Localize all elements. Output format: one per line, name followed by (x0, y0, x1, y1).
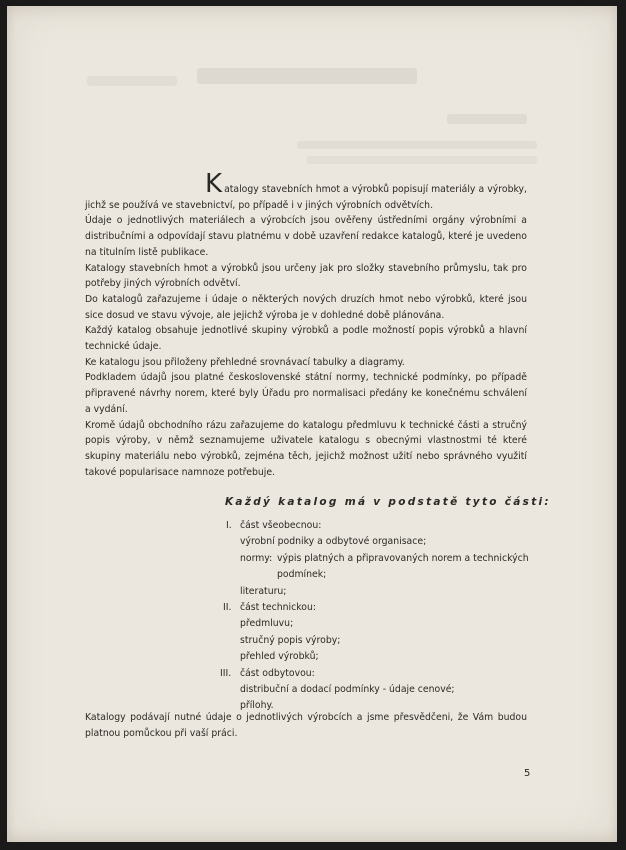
item-label: normy: (240, 552, 273, 564)
paragraph: Ke katalogu jsou přiloženy přehledné srovnávací tabulky a diagramy. (85, 356, 405, 368)
bleed-through-heading (197, 68, 417, 84)
document-page: Katalogy stavebních hmot a výrobků popisují materiály a výrobky, jichž se používá ve stavebnictví, po případě i v jiných výrobních odvětvích. Údaje o jednotlivých materiálech a výrobcích jsou ověřeny ústředními orgány výrobními a distribučními a odpovídají stavu platnému v době uzavření redakce katalogů, které je uvedeno na titulním listě publikace. Katalogy stavebních hmot a výrobků jsou určeny jak pro složky stavebního průmyslu, tak pro potřeby jiných výrobních odvětví. Do katalogů zařazujeme i údaje o některých nových druzích hmot nebo výrobků, které jsou sice dosud ve stavu vývoje, ale jejichž výroba je v dohledné době plánována. Každý katalog obsahuje jednotlivé skupiny výrobků a podle možností popis výrobků a hlavní technické údaje. Ke katalogu jsou přiloženy přehledné srovnávací tabulky a diagramy. Podkladem údajů jsou platné československé státní normy, technické podmínky, po případě připravené návrhy norem, které byly Úřadu pro normalisaci předány ke konečnému schválení a vydání. Kromě údajů obchodního rázu zařazujeme do katalogu předmluvu k technické části a stručný popis výroby, v němž seznamujeme uživatele katalogu s obecnými vlastnostmi té které skupiny materiálu nebo výrobků, zejména těch, jejichž možnost užití nebo správného využití takové popularisace namnoze potřebuje. Každý katalog má v podstatě tyto části: I. část všeobecnou: výrobní podniky a odbytové organisace; normy: výpis platných a připravovaných norem a technických podmínek; literaturu; II. část technickou: předmluvu; stručný popis výroby; přehled výrobků; III. část odbytovou: distribuční a dodací podmínky - údaje cenové; přílohy. Katalogy podávají nutné údaje o jednotlivých výrobcích a jsme přesvědčeni, že Vám budou platnou pomůckou při vaší práci. 5 (7, 6, 617, 842)
paragraph: Podkladem údajů jsou platné československé státní normy, technické podmínky, po případě připravené návrhy norem, které byly Úřadu pro normalisaci předány ke konečnému schválení a vydání. (85, 372, 527, 415)
paragraph: Každý katalog obsahuje jednotlivé skupiny výrobků a podle možností popis výrobků a hlavní technické údaje. (85, 325, 527, 353)
paragraph: Do katalogů zařazujeme i údaje o některých nových druzích hmot nebo výrobků, které jsou sice dosud ve stavu vývoje, ale jejichž výroba je v dohledné době plánována. (85, 293, 527, 321)
section-heading: Každý katalog má v podstatě tyto části: (225, 496, 551, 508)
paragraph: Údaje o jednotlivých materiálech a výrobcích jsou ověřeny ústředními orgány výrobními a distribučními a odpovídají stavu platnému v době uzavření redakce katalogů, které je uvedeno na titulním listě publikace. (85, 215, 527, 258)
bleed-through-line (447, 114, 527, 124)
part-title: část technickou: (240, 601, 316, 613)
part-title: část všeobecnou: (240, 520, 322, 531)
main-text (85, 169, 527, 480)
part-title: část odbytovou: (240, 667, 315, 679)
bleed-through-line (87, 76, 177, 86)
bleed-through-line (307, 156, 537, 164)
part-number: II. (223, 601, 232, 613)
part-number: I. (226, 520, 232, 531)
part-number: III. (220, 667, 232, 679)
paragraph: Katalogy stavebních hmot a výrobků jsou určeny jak pro složky stavebního průmyslu, tak pro potřeby jiných výrobních odvětví. (85, 262, 527, 290)
paragraph: Kromě údajů obchodního rázu zařazujeme do katalogu předmluvu k technické části a stručný popis výroby, v němž seznamujeme uživatele katalogu s obecnými vlastnostmi té které skupiny materiálu nebo výrobků, zejména těch, jejichž možnost užití nebo správného využití takové popularisace namnoze potřebuje. (85, 419, 527, 478)
paragraph: Katalogy stavebních hmot a výrobků popisují materiály a výrobky, jichž se používá ve stavebnictví, po případě i v jiných výrobních odvětvích. (85, 169, 527, 211)
closing-paragraph: Katalogy podávají nutné údaje o jednotlivých výrobcích a jsme přesvědčeni, že Vám budou platnou pomůckou při vaší práci. (85, 712, 527, 739)
bleed-through-line (297, 141, 537, 149)
drop-cap: K (205, 169, 223, 199)
page-number: 5 (524, 768, 531, 779)
